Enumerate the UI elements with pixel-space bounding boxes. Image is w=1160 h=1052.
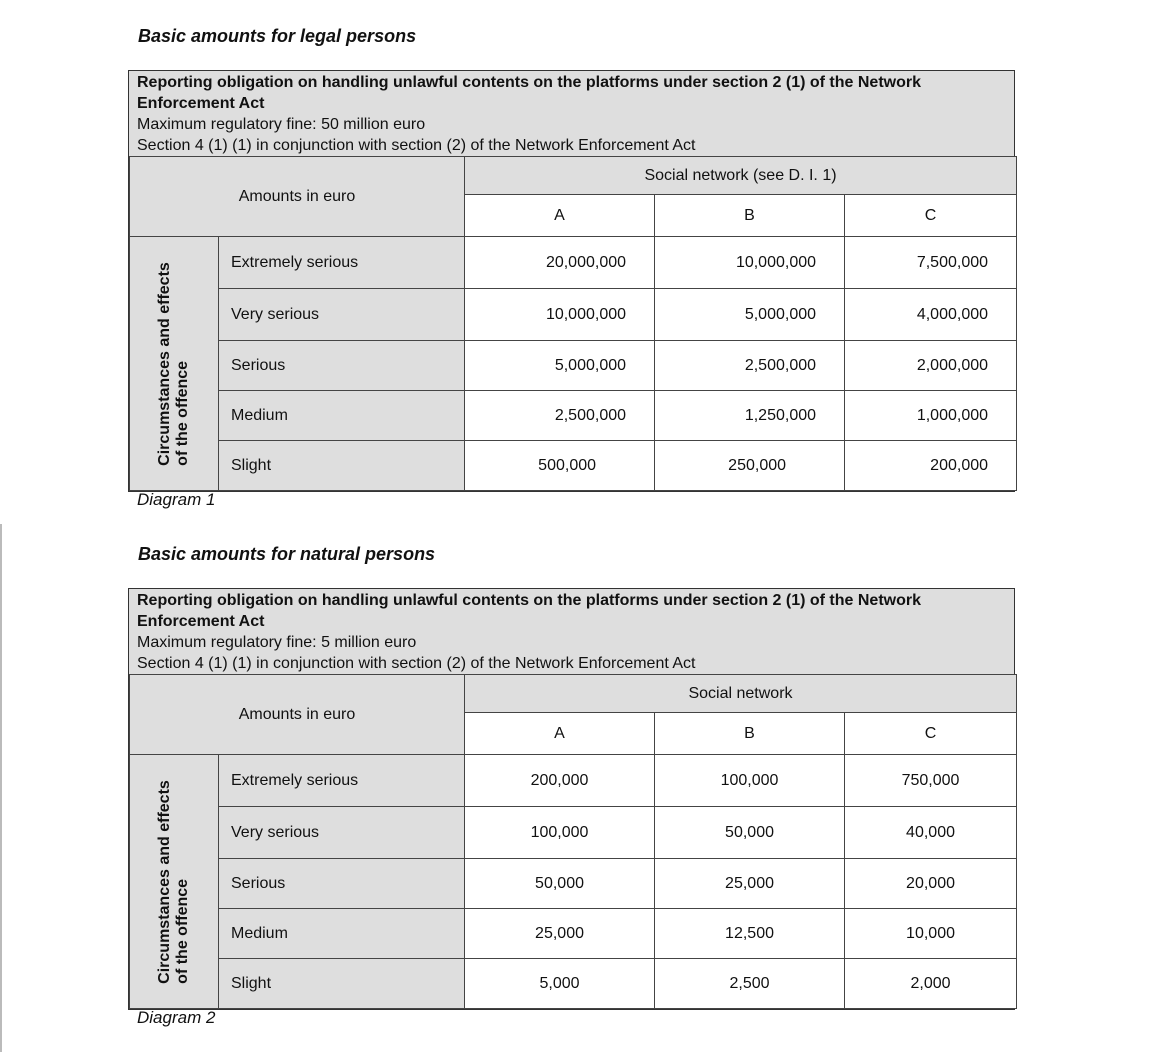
cell-value: 100,000 <box>655 755 845 807</box>
side-label-line-1: Circumstances and effects <box>156 261 173 466</box>
cell-value: 25,000 <box>465 909 655 959</box>
cell-value: 50,000 <box>655 807 845 859</box>
cell-value: 4,000,000 <box>845 289 1017 341</box>
row-label: Serious <box>219 859 465 909</box>
cell-value: 12,500 <box>655 909 845 959</box>
cell-value: 250,000 <box>655 441 845 491</box>
column-header-b: B <box>655 195 845 237</box>
reporting-obligation-line-1: Reporting obligation on handling unlawful contents on the platforms under section 2 (1) of the Network <box>137 592 921 609</box>
row-label: Medium <box>219 909 465 959</box>
cell-value: 10,000 <box>845 909 1017 959</box>
reporting-obligation-line-1: Reporting obligation on handling unlawful contents on the platforms under section 2 (1) of the Network <box>137 74 921 91</box>
cell-value: 20,000 <box>845 859 1017 909</box>
column-header-a: A <box>465 713 655 755</box>
circumstances-side-label <box>130 755 219 1009</box>
max-fine-text: Maximum regulatory fine: 50 million euro <box>137 116 426 133</box>
cell-value: 2,000 <box>845 959 1017 1009</box>
diagram-caption-1: Diagram 1 <box>137 490 216 509</box>
cell-value: 100,000 <box>465 807 655 859</box>
diagram-caption-2: Diagram 2 <box>137 1008 216 1027</box>
reporting-obligation-line-2: Enforcement Act <box>137 95 265 112</box>
cell-value: 7,500,000 <box>845 237 1017 289</box>
cell-value: 200,000 <box>845 441 1017 491</box>
cell-value: 25,000 <box>655 859 845 909</box>
cell-value: 500,000 <box>465 441 655 491</box>
section-title-natural-persons: Basic amounts for natural persons <box>138 544 436 564</box>
row-label: Extremely serious <box>219 237 465 289</box>
cell-value: 10,000,000 <box>465 289 655 341</box>
cell-value: 10,000,000 <box>655 237 845 289</box>
row-label: Extremely serious <box>219 755 465 807</box>
cell-value: 750,000 <box>845 755 1017 807</box>
cell-value: 1,250,000 <box>655 391 845 441</box>
cell-value: 1,000,000 <box>845 391 1017 441</box>
table-natural-persons <box>128 588 1015 1010</box>
amounts-in-euro-label: Amounts in euro <box>130 675 465 755</box>
amounts-table <box>129 156 1017 491</box>
column-header-c: C <box>845 713 1017 755</box>
row-label: Slight <box>219 959 465 1009</box>
cell-value: 5,000,000 <box>465 341 655 391</box>
row-label: Very serious <box>219 807 465 859</box>
cell-value: 5,000,000 <box>655 289 845 341</box>
section-title-legal-persons: Basic amounts for legal persons <box>138 26 417 46</box>
social-network-header: Social network (see D. I. 1) <box>465 157 1017 195</box>
cell-value: 5,000 <box>465 959 655 1009</box>
column-header-a: A <box>465 195 655 237</box>
row-label: Serious <box>219 341 465 391</box>
side-label-line-2: of the offence <box>174 360 191 466</box>
table-legal-persons <box>128 70 1015 492</box>
table-header-block <box>129 71 1014 156</box>
cell-value: 200,000 <box>465 755 655 807</box>
cell-value: 20,000,000 <box>465 237 655 289</box>
cell-value: 2,000,000 <box>845 341 1017 391</box>
reporting-obligation-line-2: Enforcement Act <box>137 613 265 630</box>
row-label: Slight <box>219 441 465 491</box>
cell-value: 2,500 <box>655 959 845 1009</box>
section-reference-text: Section 4 (1) (1) in conjunction with section (2) of the Network Enforcement Act <box>137 137 696 154</box>
max-fine-text: Maximum regulatory fine: 5 million euro <box>137 634 417 651</box>
cell-value: 2,500,000 <box>465 391 655 441</box>
section-reference-text: Section 4 (1) (1) in conjunction with section (2) of the Network Enforcement Act <box>137 655 696 672</box>
side-label-line-2: of the offence <box>174 878 191 984</box>
cell-value: 2,500,000 <box>655 341 845 391</box>
amounts-table <box>129 674 1017 1009</box>
side-label-line-1: Circumstances and effects <box>156 779 173 984</box>
column-header-c: C <box>845 195 1017 237</box>
page-edge-line <box>0 524 2 1052</box>
cell-value: 40,000 <box>845 807 1017 859</box>
table-header-block <box>129 589 1014 674</box>
row-label: Very serious <box>219 289 465 341</box>
circumstances-side-label <box>130 237 219 491</box>
amounts-in-euro-label: Amounts in euro <box>130 157 465 237</box>
social-network-header: Social network <box>465 675 1017 713</box>
column-header-b: B <box>655 713 845 755</box>
cell-value: 50,000 <box>465 859 655 909</box>
row-label: Medium <box>219 391 465 441</box>
